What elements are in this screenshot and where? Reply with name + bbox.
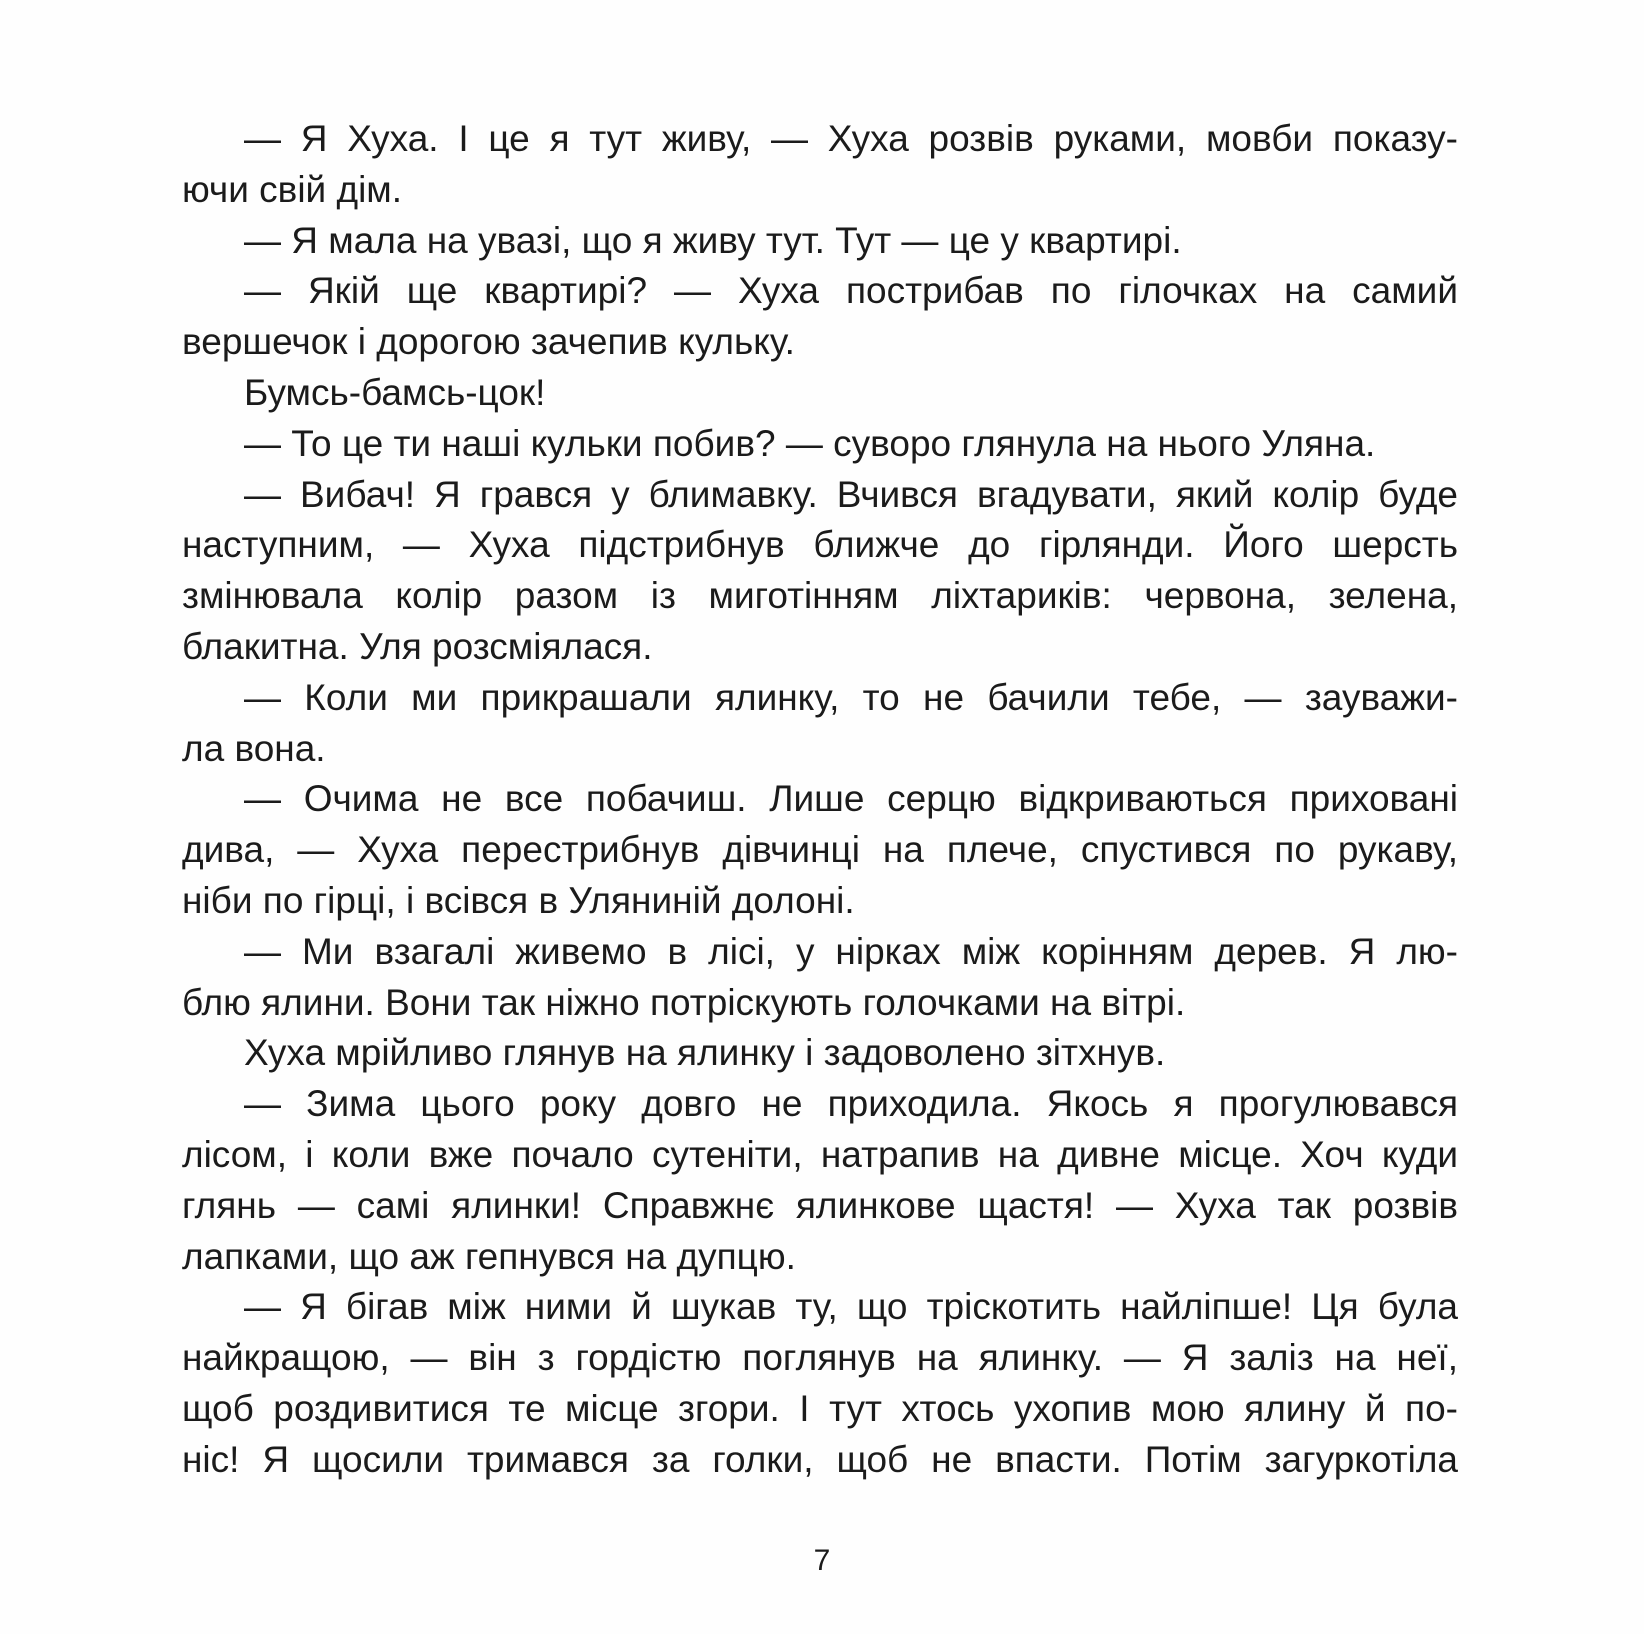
text-line: блю ялини. Вони так ніжно потріскують голочками на вітрі. bbox=[182, 981, 1186, 1023]
paragraph bbox=[182, 470, 1458, 673]
paragraph bbox=[182, 774, 1458, 926]
text-line: дива, — Хуха перестрибнув дівчинці на плече, спустився по рукаву, bbox=[182, 829, 1458, 871]
text-line: — Якій ще квартирі? — Хуха пострибав по гілочках на самий bbox=[244, 270, 1458, 312]
text-line: змінювала колір разом із миготінням ліхтариків: червона, зелена, bbox=[182, 575, 1458, 617]
paragraph bbox=[182, 368, 1458, 419]
text-line: щоб роздивитися те місце згори. І тут хтось ухопив мою ялину й по- bbox=[182, 1387, 1458, 1429]
text-line: лісом, і коли вже почало сутеніти, натрапив на дивне місце. Хоч куди bbox=[182, 1133, 1458, 1175]
text-line: — Коли ми прикрашали ялинку, то не бачили тебе, — зауважи- bbox=[244, 676, 1458, 718]
text-line: — То це ти наші кульки побив? — суворо глянула на нього Уляна. bbox=[244, 422, 1376, 464]
text-line: наступним, — Хуха підстрибнув ближче до гірлянди. Його шерсть bbox=[182, 524, 1458, 566]
paragraph bbox=[182, 216, 1458, 267]
paragraph bbox=[182, 266, 1458, 368]
paragraph bbox=[182, 673, 1458, 775]
text-line: — Очима не все побачиш. Лише серцю відкриваються приховані bbox=[244, 778, 1458, 820]
text-line: ючи свій дім. bbox=[182, 168, 403, 210]
text-line: ла вона. bbox=[182, 727, 326, 769]
text-line: вершечок і дорогою зачепив кульку. bbox=[182, 321, 795, 363]
paragraph bbox=[182, 419, 1458, 470]
body-text bbox=[182, 114, 1458, 1486]
text-line: — Вибач! Я грався у блимавку. Вчився вгадувати, який колір буде bbox=[244, 473, 1458, 515]
text-line: — Я мала на увазі, що я живу тут. Тут — це у квартирі. bbox=[244, 219, 1182, 261]
text-line: найкращою, — він з гордістю поглянув на ялинку. — Я заліз на неї, bbox=[182, 1337, 1458, 1379]
text-line: — Зима цього року довго не приходила. Якось я прогулювався bbox=[244, 1083, 1458, 1125]
text-line: лапками, що аж гепнувся на дупцю. bbox=[182, 1235, 796, 1277]
text-line: глянь — самі ялинки! Справжнє ялинкове щастя! — Хуха так розвів bbox=[182, 1184, 1458, 1226]
paragraph bbox=[182, 1282, 1458, 1485]
text-line: ніс! Я щосили тримався за голки, щоб не впасти. Потім загуркотіла bbox=[182, 1438, 1458, 1480]
text-line: — Ми взагалі живемо в лісі, у нірках між корінням дерев. Я лю- bbox=[244, 930, 1458, 972]
paragraph bbox=[182, 1079, 1458, 1282]
text-line: — Я бігав між ними й шукав ту, що тріскотить найліпше! Ця була bbox=[244, 1286, 1458, 1328]
text-line: — Я Хуха. І це я тут живу, — Хуха розвів руками, мовби показу- bbox=[244, 118, 1458, 159]
text-line: блакитна. Уля розсміялася. bbox=[182, 625, 653, 667]
paragraph bbox=[182, 927, 1458, 1029]
text-line: Бумсь-бамсь-цок! bbox=[244, 371, 546, 413]
text-line: Хуха мрійливо глянув на ялинку і задоволено зітхнув. bbox=[244, 1032, 1166, 1074]
paragraph bbox=[182, 1028, 1458, 1079]
text-line: ніби по гірці, і всівся в Уляниній долоні. bbox=[182, 879, 855, 921]
page-number: 7 bbox=[813, 1544, 831, 1577]
paragraph bbox=[182, 114, 1458, 216]
